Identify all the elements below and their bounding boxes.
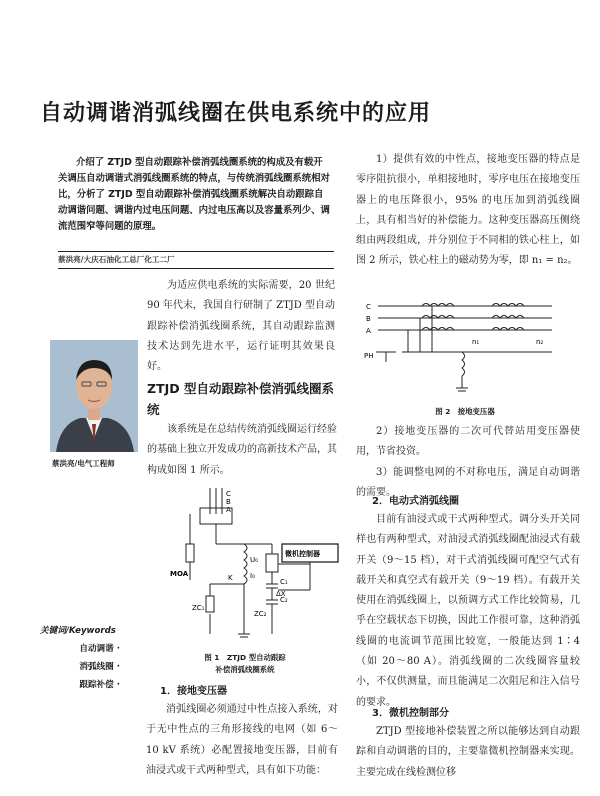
io-label: I₀ xyxy=(250,572,255,580)
moa-label: MOA xyxy=(170,570,189,578)
c2-label: C₂ xyxy=(280,596,288,604)
section-paragraph: 该系统是在总结传统消弧线圈运行经验的基础上独立开发成功的高新技术产品，其构成如图 1 所示。 xyxy=(147,424,337,476)
author-affiliation: 蔡洪亮/大庆石油化工总厂化工二厂 xyxy=(58,255,175,264)
figure-1-caption-line1: 图 1 ZTJD 型自动跟踪 xyxy=(204,653,286,662)
right-paragraph-2a: 2）接地变压器的二次可代替站用变压器使用，节省投资。 xyxy=(356,426,580,458)
phase-label-b: B xyxy=(366,315,371,323)
subheading-grounding-transformer: 1．接地变压器 xyxy=(160,686,227,697)
right-paragraph-2b: 3）能调整电网的不对称电压，满足自动调谐的需要。 xyxy=(356,466,580,498)
right-paragraph-1: 1）提供有效的中性点，接地变压器的特点是零序阻抗很小，单相接地时，零序电压在接地变压器上的电压降很小，95% 的电压加到消弧线圈上，具有相当好的补偿能力。这种变压器高压侧绕组由两段组成，并分别位于不同相的铁心柱上，如图 2 所示，铁心柱上的磁动势为零，即 n₁ = n₂。 xyxy=(356,154,580,267)
subheading-arc-coil: 2．电动式消弧线圈 xyxy=(372,496,459,507)
bus-label-a: A xyxy=(226,506,231,514)
keyword-item: 跟踪补偿 · xyxy=(79,680,120,690)
zc1-label: ZC₁ xyxy=(192,604,205,612)
figure-2-caption: 图 2 接地变压器 xyxy=(435,407,495,416)
author-photo xyxy=(50,340,138,452)
article-title: 自动调谐消弧线圈在供电系统中的应用 xyxy=(40,100,432,126)
phase-label-a: A xyxy=(366,327,371,335)
bus-label-b: B xyxy=(226,498,231,506)
k-label: K xyxy=(228,574,233,582)
bus-label-c: C xyxy=(226,490,231,498)
phase-label-c: C xyxy=(366,303,371,311)
figure-2-diagram xyxy=(362,296,562,404)
ground-label: PH xyxy=(364,352,374,360)
n2-label: n₂ xyxy=(536,338,544,346)
author-rule xyxy=(58,268,334,269)
n1-label: n₁ xyxy=(472,338,480,346)
keywords-title: 关键词/Keywords xyxy=(40,626,116,636)
subheading-microcomputer: 3．微机控制部分 xyxy=(372,708,449,719)
abstract: 介绍了 ZTJD 型自动跟踪补偿消弧线圈系统的构成及有载开关调压自动调谐式消弧线圈系统的特点，与传统消弧线圈系统相对比，分析了 ZTJD 型自动跟踪补偿消弧线圈系统解决自动跟踪自动调谐问题、调谐内过电压问题、内过电压高以及容量系列少、调流范围窄等问题的原理。 xyxy=(58,157,330,232)
figure-1-caption-line2: 补偿消弧线圈系统 xyxy=(215,665,275,674)
keywords-block xyxy=(40,622,120,694)
figure-1-diagram xyxy=(170,484,342,650)
grounding-transformer-paragraph: 消弧线圈必须通过中性点接入系统，对于无中性点的三角形接线的电网（如 6～10 kV 系统）必配置接地变压器，目前有油浸式或干式两种型式，具有如下功能： xyxy=(146,704,338,776)
abstract-rule xyxy=(58,251,334,252)
keyword-item: 消弧线圈 · xyxy=(79,662,120,672)
pt-label: ΔX xyxy=(276,590,286,598)
arc-coil-paragraph: 目前有油浸式或干式两种型式。调分头开关同样也有两种型式，对油浸式消弧线圈配油浸式有载开关（9～15 档），对干式消弧线圈可配空气式有载开关和真空式有载开关（9～19 档）。有载开关使用在消弧线圈上，以预调方式工作比较简易，几乎在空载状态下切换，因此工作很可靠，这种消弧线圈的电流调节范围比较宽，一般能达到 1∶4（如 20～80 A）。消弧线圈的二次线圈容量较小，不仅供测量，而且能满足二次阻尼和注入信号的要求。 xyxy=(356,514,580,708)
zc2-label: ZC₂ xyxy=(254,610,267,618)
intro-paragraph: 为适应供电系统的实际需要，20 世纪 90 年代末，我国自行研制了 ZTJD 型自动跟踪补偿消弧线圈系统，其自动跟踪监测技术达到先进水平，运行证明其效果良好。 xyxy=(147,280,335,373)
keyword-item: 自动调谐 · xyxy=(79,644,120,654)
figure-1-caption xyxy=(150,652,340,676)
microcomputer-paragraph: ZTJD 型接地补偿装置之所以能够达到自动跟踪和自动调谐的目的，主要靠微机控制器来实现。主要完成在线检测位移 xyxy=(356,726,580,778)
section-heading: ZTJD 型自动跟踪补偿消弧线圈系统 xyxy=(147,381,334,417)
photo-caption: 蔡洪亮/电气工程师 xyxy=(52,459,115,468)
right-paragraph-2 xyxy=(356,422,580,503)
c1-label: C₁ xyxy=(280,578,288,586)
uo-label: U₀ xyxy=(250,556,258,564)
controller-label: 微机控制器 xyxy=(285,550,320,558)
